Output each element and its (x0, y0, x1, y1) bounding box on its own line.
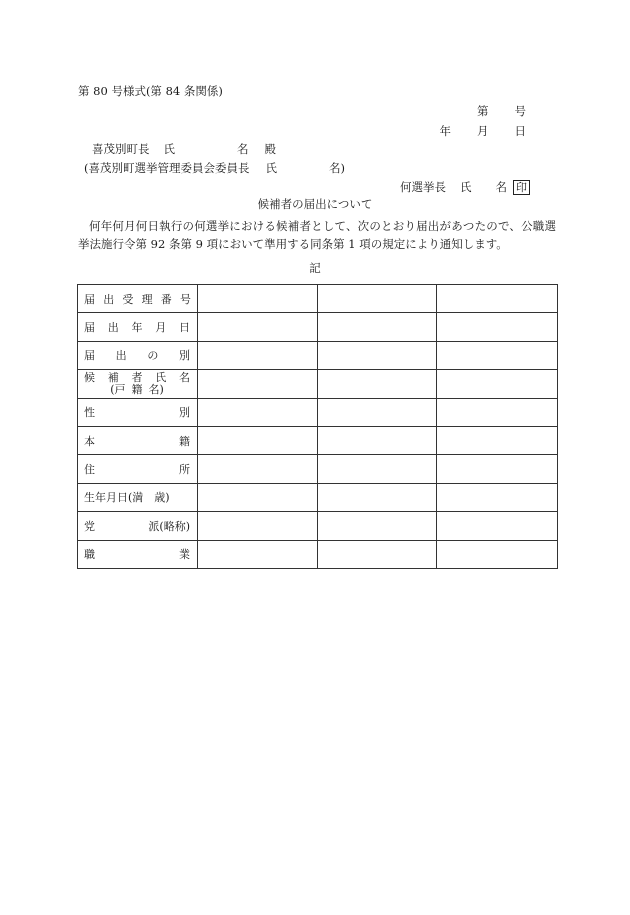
row-label-char: 出 (115, 349, 127, 363)
row-label (78, 372, 197, 396)
row-label-cell (78, 512, 198, 540)
table-row (78, 455, 558, 483)
row-label (78, 404, 197, 420)
row-label-char: 職 (84, 548, 95, 562)
row-label-char: の (147, 349, 159, 363)
ki-heading: 記 (309, 261, 321, 275)
row-label-char: 日 (179, 321, 190, 335)
row-label: 生年月日(満 歳) (84, 491, 170, 505)
entry-cell[interactable] (437, 455, 558, 483)
entry-cell[interactable] (437, 285, 558, 313)
entry-cell[interactable] (198, 540, 318, 568)
entry-cell[interactable] (437, 370, 558, 398)
form-number: 第 80 号様式(第 84 条関係) (78, 84, 223, 98)
row-label-cell (78, 398, 198, 426)
row-label-cell (78, 483, 198, 511)
entry-cell[interactable] (198, 426, 318, 454)
entry-cell[interactable] (198, 512, 318, 540)
table-row (78, 540, 558, 568)
row-label-char: 出 (107, 321, 119, 335)
entry-cell[interactable] (318, 455, 437, 483)
row-label-char: 籍 (179, 434, 190, 448)
notification-table (77, 284, 558, 569)
table-row (78, 285, 558, 313)
entry-cell[interactable] (198, 370, 318, 398)
date-month: 月 (477, 124, 489, 138)
seal-stamp: 印 (513, 180, 530, 195)
entry-cell[interactable] (318, 285, 437, 313)
entry-cell[interactable] (437, 313, 558, 341)
row-label (78, 319, 197, 335)
table-row (78, 341, 558, 369)
row-label-char: 補 (107, 370, 119, 384)
table-row (78, 426, 558, 454)
addressee-committee-chair (84, 163, 345, 175)
row-label (78, 433, 197, 449)
entry-cell[interactable] (437, 398, 558, 426)
row-label-char: 届 (84, 292, 95, 306)
sender-line (400, 180, 530, 195)
entry-cell[interactable] (318, 313, 437, 341)
addressee2-shi: 氏 (265, 161, 277, 175)
row-label-char: 党 (84, 519, 95, 533)
notification-table-body (78, 285, 558, 569)
row-label-cell (78, 540, 198, 568)
row-label-char: 名 (179, 370, 190, 384)
entry-cell[interactable] (437, 341, 558, 369)
row-sublabel-char: (戸 (110, 382, 126, 396)
table-row (78, 313, 558, 341)
entry-cell[interactable] (318, 483, 437, 511)
entry-cell[interactable] (198, 483, 318, 511)
date-year: 年 (439, 124, 451, 138)
row-label-char: 所 (179, 463, 190, 477)
sender-shi: 氏 (460, 180, 472, 194)
table-row (78, 483, 558, 511)
date-line (440, 126, 527, 138)
row-label-char: 受 (122, 292, 134, 306)
row-label-char: 性 (84, 406, 95, 420)
addressee-mayor (92, 144, 276, 156)
row-label-char: 住 (84, 463, 95, 477)
row-label-cell (78, 341, 198, 369)
row-label (78, 546, 197, 562)
addressee2-mei: 名) (329, 161, 345, 175)
row-label-char: 届 (84, 321, 95, 335)
entry-cell[interactable] (437, 483, 558, 511)
row-label-char: 届 (84, 349, 95, 363)
row-label-char: 別 (178, 349, 190, 363)
row-label-char: 派(略称) (148, 519, 190, 533)
row-label-char: 候 (84, 370, 95, 384)
document-number-line (477, 106, 526, 118)
addressee-dono: 殿 (264, 142, 276, 156)
table-row (78, 398, 558, 426)
body-paragraph: 何年何月何日執行の何選挙における候補者として、次のとおり届出があつたので、公職選挙法施行令第 92 条第 9 項において準用する同条第 1 項の規定により通知します。 (78, 219, 556, 251)
entry-cell[interactable] (437, 512, 558, 540)
row-label-char: 者 (131, 370, 143, 384)
addressee2-title: (喜茂別町選挙管理委員会委員長 (84, 161, 250, 175)
entry-cell[interactable] (198, 285, 318, 313)
row-label-char: 号 (179, 292, 191, 306)
row-label-char: 本 (84, 434, 95, 448)
row-label-cell (78, 455, 198, 483)
table-row (78, 512, 558, 540)
entry-cell[interactable] (318, 512, 437, 540)
row-label-char: 氏 (155, 370, 167, 384)
row-label (78, 291, 197, 307)
doc-number-suffix: 号 (514, 104, 526, 118)
entry-cell[interactable] (318, 370, 437, 398)
entry-cell[interactable] (318, 426, 437, 454)
sender-mei: 名 (495, 180, 507, 194)
row-label-char: 業 (179, 548, 190, 562)
entry-cell[interactable] (318, 540, 437, 568)
date-day: 日 (514, 124, 526, 138)
entry-cell[interactable] (437, 540, 558, 568)
document-subject: 候補者の届出について (257, 197, 373, 211)
addressee-shi: 氏 (163, 142, 175, 156)
addressee-title: 喜茂別町長 (92, 142, 150, 156)
row-label-cell (78, 370, 198, 398)
doc-number-prefix: 第 (477, 104, 489, 118)
sender-title: 何選挙長 (400, 180, 446, 194)
entry-cell[interactable] (198, 341, 318, 369)
row-label-char: 年 (131, 321, 143, 335)
row-label-char: 理 (141, 292, 153, 306)
entry-cell[interactable] (198, 398, 318, 426)
entry-cell[interactable] (198, 455, 318, 483)
row-label-char: 月 (155, 321, 167, 335)
row-label (78, 518, 197, 534)
row-label-cell (78, 285, 198, 313)
row-label-cell (78, 426, 198, 454)
row-label-char: 番 (160, 292, 172, 306)
addressee-mei: 名 (237, 142, 249, 156)
entry-cell[interactable] (318, 398, 437, 426)
row-sublabel-char: 籍 (131, 382, 143, 396)
entry-cell[interactable] (437, 426, 558, 454)
row-label-char: 出 (103, 292, 115, 306)
row-label-cell (78, 313, 198, 341)
row-label-char: 別 (179, 406, 190, 420)
table-row (78, 370, 558, 398)
entry-cell[interactable] (318, 341, 437, 369)
row-label (78, 347, 197, 363)
row-sublabel-char: 名) (148, 382, 164, 396)
row-label (78, 461, 197, 477)
entry-cell[interactable] (198, 313, 318, 341)
